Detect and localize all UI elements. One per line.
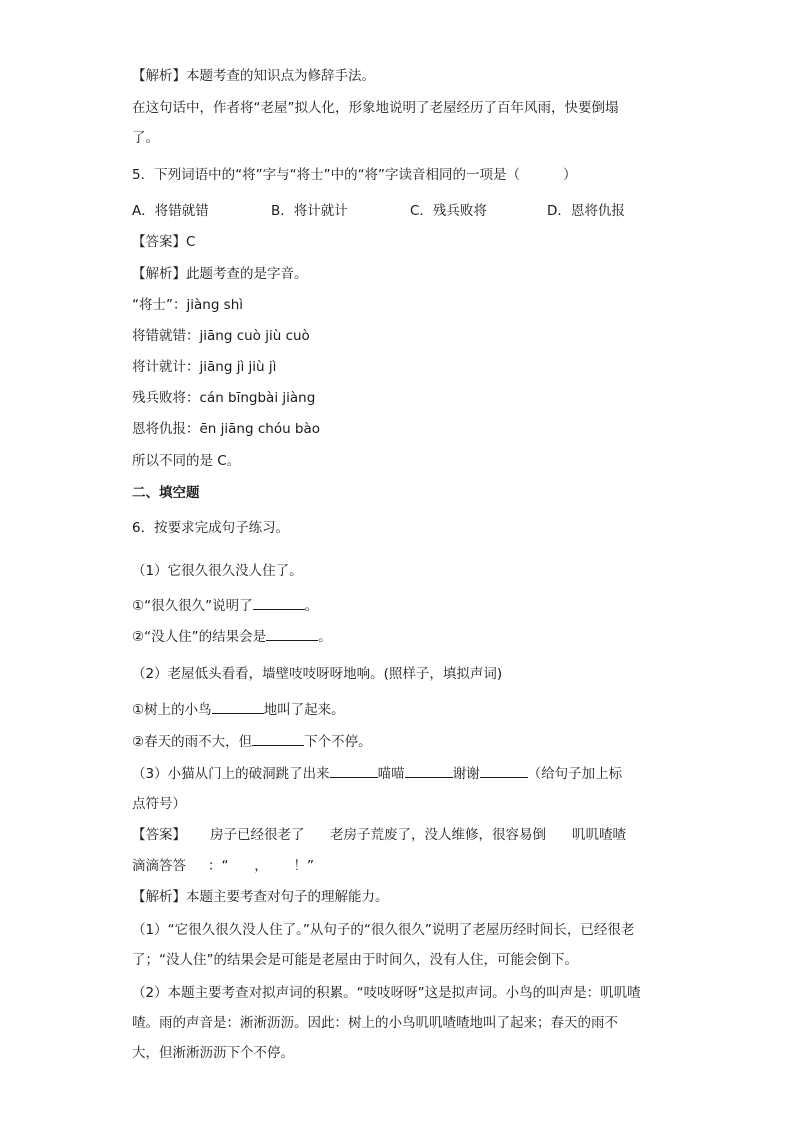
q6-part1-b-prefix: ②“没人住”的结果会是 [132, 629, 267, 645]
q6-answer-label: 【答案】 [132, 827, 186, 843]
answer-blank[interactable] [330, 764, 378, 778]
answer-blank[interactable] [252, 732, 304, 746]
q6-part3-text-a: （3）小猫从门上的破洞跳了出来 [132, 766, 330, 782]
q5-option-d: D．恩将仇报 [547, 203, 625, 219]
q6-analysis-line4: 喳。雨的声音是：淅淅沥沥。因此：树上的小鸟叽叽喳喳地叫了起来；春天的雨不 [132, 1015, 618, 1031]
q6-part1-a [132, 596, 318, 616]
q5-analysis: 【解析】此题考查的是字音。 [132, 266, 308, 282]
answer-blank[interactable] [212, 700, 264, 714]
answer-blank[interactable] [405, 764, 453, 778]
pinyin-line-2: 将错就错：jiāng cuò jiù cuò [132, 328, 310, 344]
q4-analysis-label: 【解析】本题考查的知识点为修辞手法。 [132, 68, 375, 84]
q6-answer-2: 老房子荒废了，没人维修，很容易倒 [330, 827, 546, 843]
q6-analysis-line5: 大，但淅淅沥沥下个不停。 [132, 1045, 294, 1061]
q4-analysis-line2: 了。 [132, 130, 159, 146]
pinyin-line-5: 恩将仇报：ēn jiāng chóu bào [132, 421, 321, 437]
section-heading-fill-blank: 二、填空题 [132, 485, 200, 501]
q6-answer-5: ：“ ， ！” [208, 858, 314, 874]
q6-analysis-line2: 了；“没人住”的结果会是可能是老屋由于时间久，没有人住，可能会倒下。 [132, 952, 578, 968]
q6-part3-text-c: 谢谢 [452, 766, 480, 782]
pinyin-line-1: “将士”：jiàng shì [132, 297, 244, 313]
q6-analysis-label: 【解析】本题主要考查对句子的理解能力。 [132, 889, 389, 905]
q6-answer-3: 叽叽喳喳 [572, 827, 626, 843]
q6-stem: 6．按要求完成句子练习。 [132, 520, 290, 536]
q6-part1-b [132, 627, 332, 647]
answer-blank[interactable] [480, 764, 528, 778]
q6-part1-a-suffix: 。 [304, 598, 319, 614]
pinyin-line-4: 残兵败将：cán bīngbài jiàng [132, 390, 316, 406]
q5-option-b: B．将计就计 [271, 203, 348, 219]
q6-part2-a-suffix: 地叫了起来。 [263, 702, 345, 718]
q5-option-a: A．将错就错 [132, 203, 209, 219]
q6-part2-a-prefix: ①树上的小鸟 [132, 702, 212, 718]
q6-part3-text-b: 喵喵 [377, 766, 405, 782]
q4-analysis-line1: 在这句话中，作者将“老屋”拟人化，形象地说明了老屋经历了百年风雨，快要倒塌 [132, 100, 619, 116]
q6-part3-cont: 点符号） [132, 796, 186, 812]
q6-analysis-line1: （1）“它很久很久没人住了。”从句子的“很久很久”说明了老屋历经时间长，已经很老 [132, 922, 635, 938]
q6-part2-a [132, 700, 345, 720]
q6-part1-b-suffix: 。 [318, 629, 332, 645]
q6-answer-1: 房子已经很老了 [210, 827, 305, 843]
answer-blank[interactable] [253, 596, 305, 610]
q6-part2-b-prefix: ②春天的雨不大，但 [132, 734, 253, 750]
q6-part1: （1）它很久很久没人住了。 [132, 563, 303, 579]
q5-answer: 【答案】C [132, 234, 196, 250]
answer-blank[interactable] [266, 627, 318, 641]
q6-answer-4: 滴滴答答 [132, 858, 186, 874]
q6-part1-a-prefix: ①“很久很久”说明了 [132, 598, 253, 614]
q6-part2-b-suffix: 下个不停。 [304, 734, 372, 750]
q6-part3 [132, 764, 622, 784]
q5-option-c: C．残兵败将 [410, 203, 487, 219]
q6-part2-b [132, 732, 372, 752]
q6-part2: （2）老屋低头看看，墙壁吱吱呀呀地响。(照样子，填拟声词) [132, 666, 503, 682]
q5-stem: 5．下列词语中的“将”字与“将士”中的“将”字读音相同的一项是（ ） [132, 167, 577, 183]
q6-analysis-line3: （2）本题主要考查对拟声词的积累。“吱吱呀呀”这是拟声词。小鸟的叫声是：叽叽喳 [132, 985, 641, 1001]
q5-conclusion: 所以不同的是 C。 [132, 453, 241, 469]
pinyin-line-3: 将计就计：jiāng jì jiù jì [132, 359, 277, 375]
q6-part3-text-d: （给句子加上标 [527, 766, 623, 782]
